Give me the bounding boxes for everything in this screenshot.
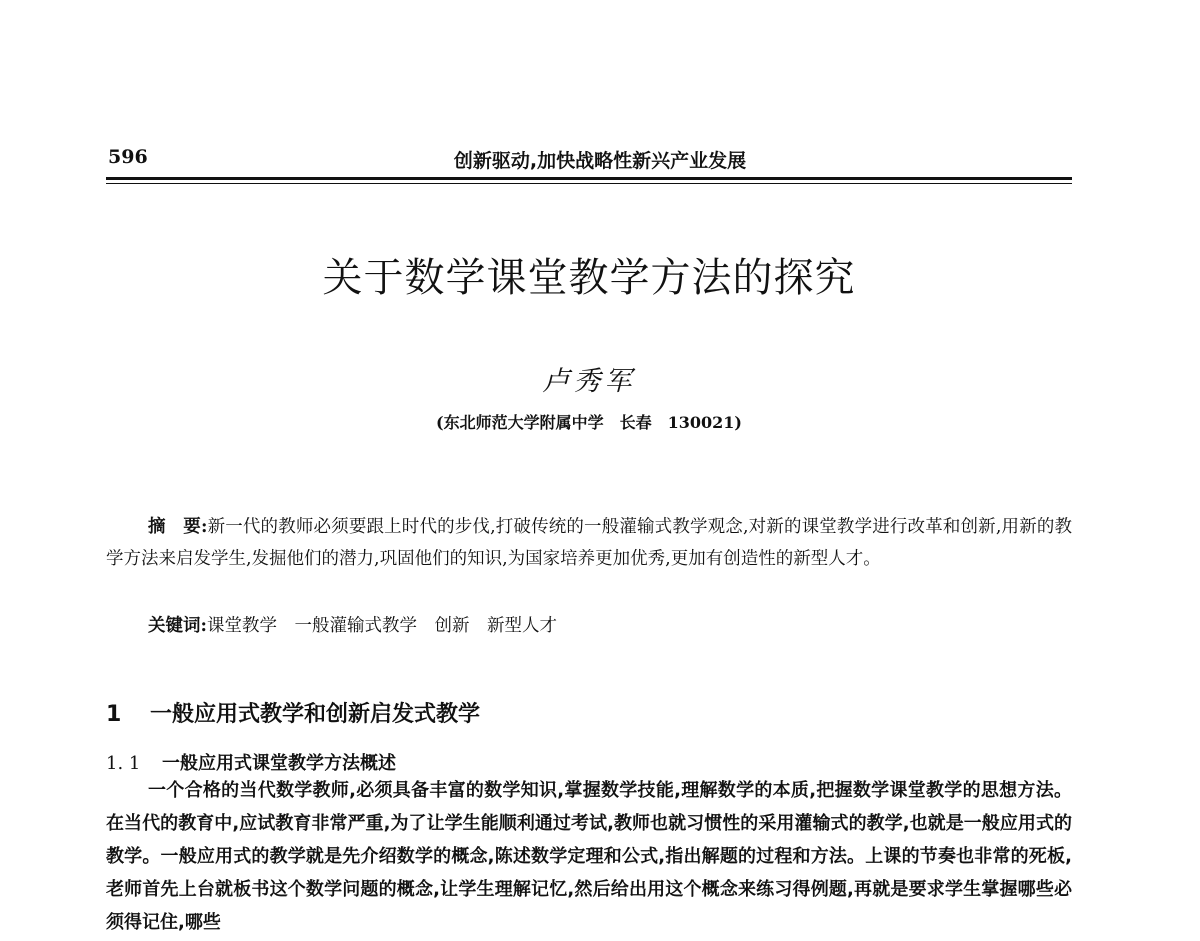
abstract: [106, 511, 1072, 575]
page-number: 596: [108, 146, 148, 168]
header-rule-thin: [106, 183, 1072, 184]
author-affiliation: (东北师范大学附属中学 长春 130021): [436, 413, 742, 432]
header-rule-thick: [106, 177, 1072, 180]
abstract-text: 新一代的教师必须要跟上时代的步伐,打破传统的一般灌输式教学观念,对新的课堂教学进行改革和创新,用新的教学方法来启发学生,发掘他们的潜力,巩固他们的知识,为国家培养更加优秀,更加有创造性的新型人才。: [106, 517, 1073, 569]
section-title: 一般应用式教学和创新启发式教学: [150, 702, 481, 727]
subsection-number: 1. 1: [106, 753, 141, 774]
article-title: 关于数学课堂教学方法的探究: [322, 255, 856, 301]
keywords: [148, 610, 557, 642]
subsection-heading: [106, 749, 396, 775]
keywords-label: 关键词:: [148, 616, 207, 636]
subsection-title: 一般应用式课堂教学方法概述: [162, 753, 396, 774]
section-number: 1: [106, 702, 122, 727]
section-heading: [106, 697, 480, 728]
author-name: 卢秀军: [542, 366, 636, 397]
body-paragraph: 一个合格的当代数学教师,必须具备丰富的数学知识,掌握数学技能,理解数学的本质,把握数学课堂教学的思想方法。在当代的教育中,应试教育非常严重,为了让学生能顺利通过考试,教师也就习惯性的采用灌输式的教学,也就是一般应用式的教学。一般应用式的教学就是先介绍数学的概念,陈述数学定理和公式,指出解题的过程和方法。上课的节奏也非常的死板,老师首先上台就板书这个数学问题的概念,让学生理解记忆,然后给出用这个概念来练习得例题,再就是要求学生掌握哪些必须得记住,哪些: [106, 780, 1072, 933]
running-header: 创新驱动,加快战略性新兴产业发展: [453, 150, 747, 172]
abstract-label: 摘 要:: [148, 517, 208, 537]
keywords-text: 课堂教学 一般灌输式教学 创新 新型人才: [206, 616, 557, 636]
